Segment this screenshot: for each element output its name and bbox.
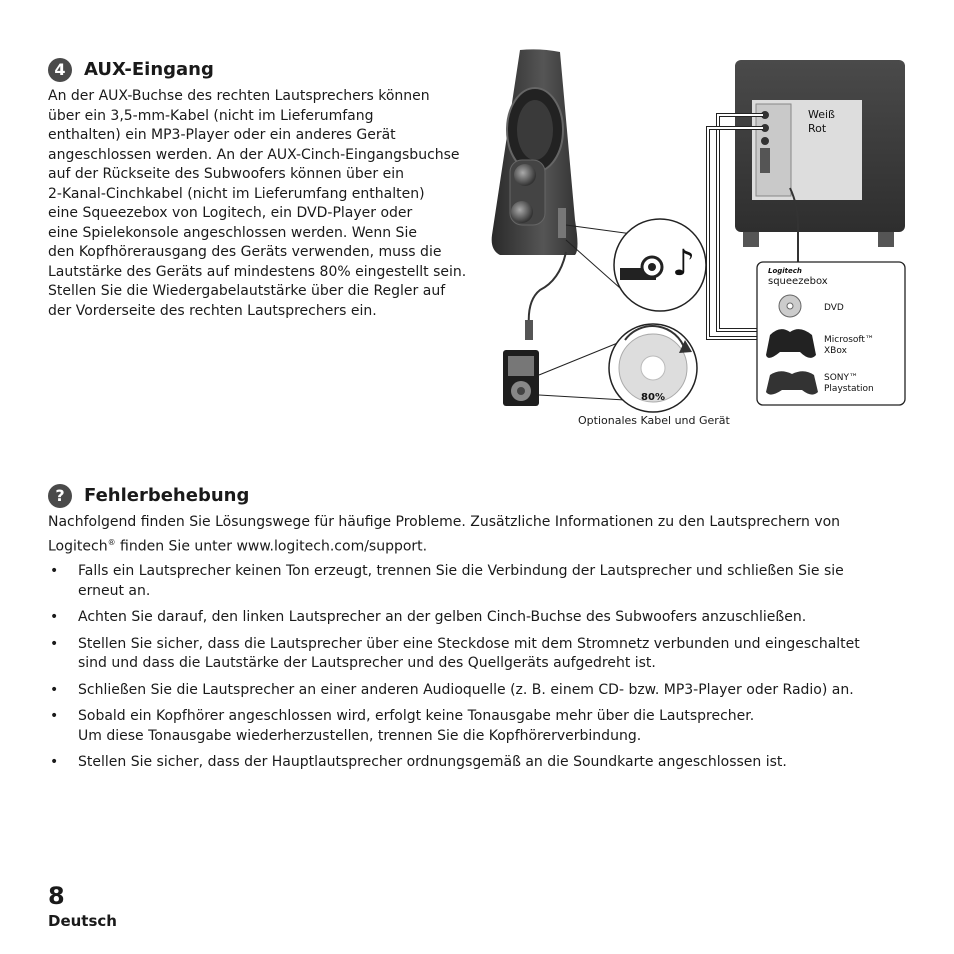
- list-item: [48, 608, 868, 628]
- svg-text:♪: ♪: [672, 243, 695, 284]
- xbox-label-2: XBox: [824, 346, 847, 356]
- intro-line-2: [48, 533, 840, 557]
- aux-line: Lautstärke des Geräts auf mindestens 80% eingestellt sein.: [48, 263, 467, 280]
- volume-label: 80%: [641, 392, 665, 403]
- troubleshooting-heading: Fehlerbehebung: [84, 485, 250, 506]
- jack-zoom: [566, 219, 706, 311]
- list-item-line: Um diese Tonausgabe wiederherzustellen, trennen Sie die Kopfhörerverbindung.: [78, 727, 642, 744]
- white-label: Weiß: [808, 108, 835, 121]
- aux-line: eine Squeezebox von Logitech, ein DVD-Player oder: [48, 205, 413, 221]
- language-label: Deutsch: [48, 912, 117, 930]
- aux-line: 2-Kanal-Cinchkabel (nicht im Lieferumfang enthalten): [48, 185, 425, 202]
- diagram-caption: Optionales Kabel und Gerät: [578, 414, 730, 427]
- aux-line: eine Spielekonsole angeschlossen werden. Wenn Sie: [48, 224, 417, 241]
- troubleshooting-list: [48, 562, 868, 780]
- list-item-line: • Stellen Sie sicher, dass der Hauptlautsprecher ordnungsgemäß an die Soundkarte angeschlossen ist.: [78, 754, 787, 770]
- aux-line: An der AUX-Buchse des rechten Lautsprechers können: [48, 88, 430, 104]
- list-item: [48, 753, 868, 773]
- aux-paragraph: [48, 87, 466, 321]
- aux-line: auf der Rückseite des Subwoofers können über ein: [48, 166, 404, 182]
- list-item-line: • Falls ein Lautsprecher keinen Ton erzeugt, trennen Sie die Verbindung der Lautsprecher und schließen Sie sie: [78, 563, 844, 579]
- list-item-line: sind und dass die Lautstärke der Lautsprecher und des Quellgeräts aufgedreht ist.: [78, 655, 656, 671]
- question-icon: ?: [48, 484, 72, 508]
- page-number: 8: [48, 882, 65, 910]
- registered-mark: ®: [107, 537, 116, 547]
- connection-diagram: [480, 40, 920, 440]
- list-item: [48, 562, 868, 601]
- aux-line: der Vorderseite des rechten Lautsprechers ein.: [48, 302, 377, 319]
- list-item-line: • Stellen Sie sicher, dass die Lautsprecher über eine Steckdose mit dem Stromnetz verbunden und eingeschaltet: [78, 635, 860, 652]
- aux-line: angeschlossen werden. An der AUX-Cinch-Eingangsbuchse: [48, 146, 460, 163]
- red-label: Rot: [808, 122, 827, 135]
- troubleshooting-intro: [48, 513, 840, 557]
- dvd-label: DVD: [824, 303, 844, 313]
- list-item: [48, 681, 868, 701]
- intro-line-1: Nachfolgend finden Sie Lösungswege für häufige Probleme. Zusätzliche Informationen zu den Lautsprechern von: [48, 514, 841, 530]
- aux-line: enthalten) ein MP3-Player oder ein anderes Gerät: [48, 127, 396, 143]
- list-item-line: • Achten Sie darauf, den linken Lautsprecher an der gelben Cinch-Buchse des Subwoofers anzuschließen.: [78, 609, 807, 625]
- sony-label-2: Playstation: [824, 384, 874, 394]
- list-item: [48, 707, 868, 746]
- logitech-logo-text: Logitech: [768, 267, 802, 275]
- volume-wheel-zoom: [539, 324, 697, 412]
- aux-line: Stellen Sie die Wiedergabelautstärke über die Regler auf: [48, 283, 446, 299]
- intro-brand: Logitech: [48, 538, 108, 555]
- sony-label-1: SONY™: [824, 373, 859, 383]
- list-item-line: • Sobald ein Kopfhörer angeschlossen wird, erfolgt keine Tonausgabe mehr über die Lautsprecher.: [78, 708, 755, 724]
- subwoofer-illustration: [735, 60, 905, 295]
- aux-line: den Kopfhörerausgang des Geräts verwenden, muss die: [48, 244, 442, 260]
- aux-heading: AUX-Eingang: [84, 59, 214, 80]
- list-item: [48, 635, 868, 674]
- list-item-line: • Schließen Sie die Lautsprecher an einer anderen Audioquelle (z. B. einem CD- bzw. MP3-Player oder Radio) an.: [78, 681, 854, 698]
- squeezebox-logo-text: squeezebox: [768, 276, 828, 287]
- source-devices-box: [757, 262, 905, 405]
- mp3-player-icon: [503, 350, 539, 406]
- speaker-illustration: [492, 49, 578, 255]
- list-item-line: erneut an.: [78, 582, 151, 599]
- xbox-label-1: Microsoft™: [824, 335, 874, 345]
- step-number-badge: 4: [48, 58, 72, 82]
- aux-line: über ein 3,5-mm-Kabel (nicht im Lieferumfang: [48, 107, 374, 124]
- intro-url-text: finden Sie unter www.logitech.com/support.: [115, 538, 428, 555]
